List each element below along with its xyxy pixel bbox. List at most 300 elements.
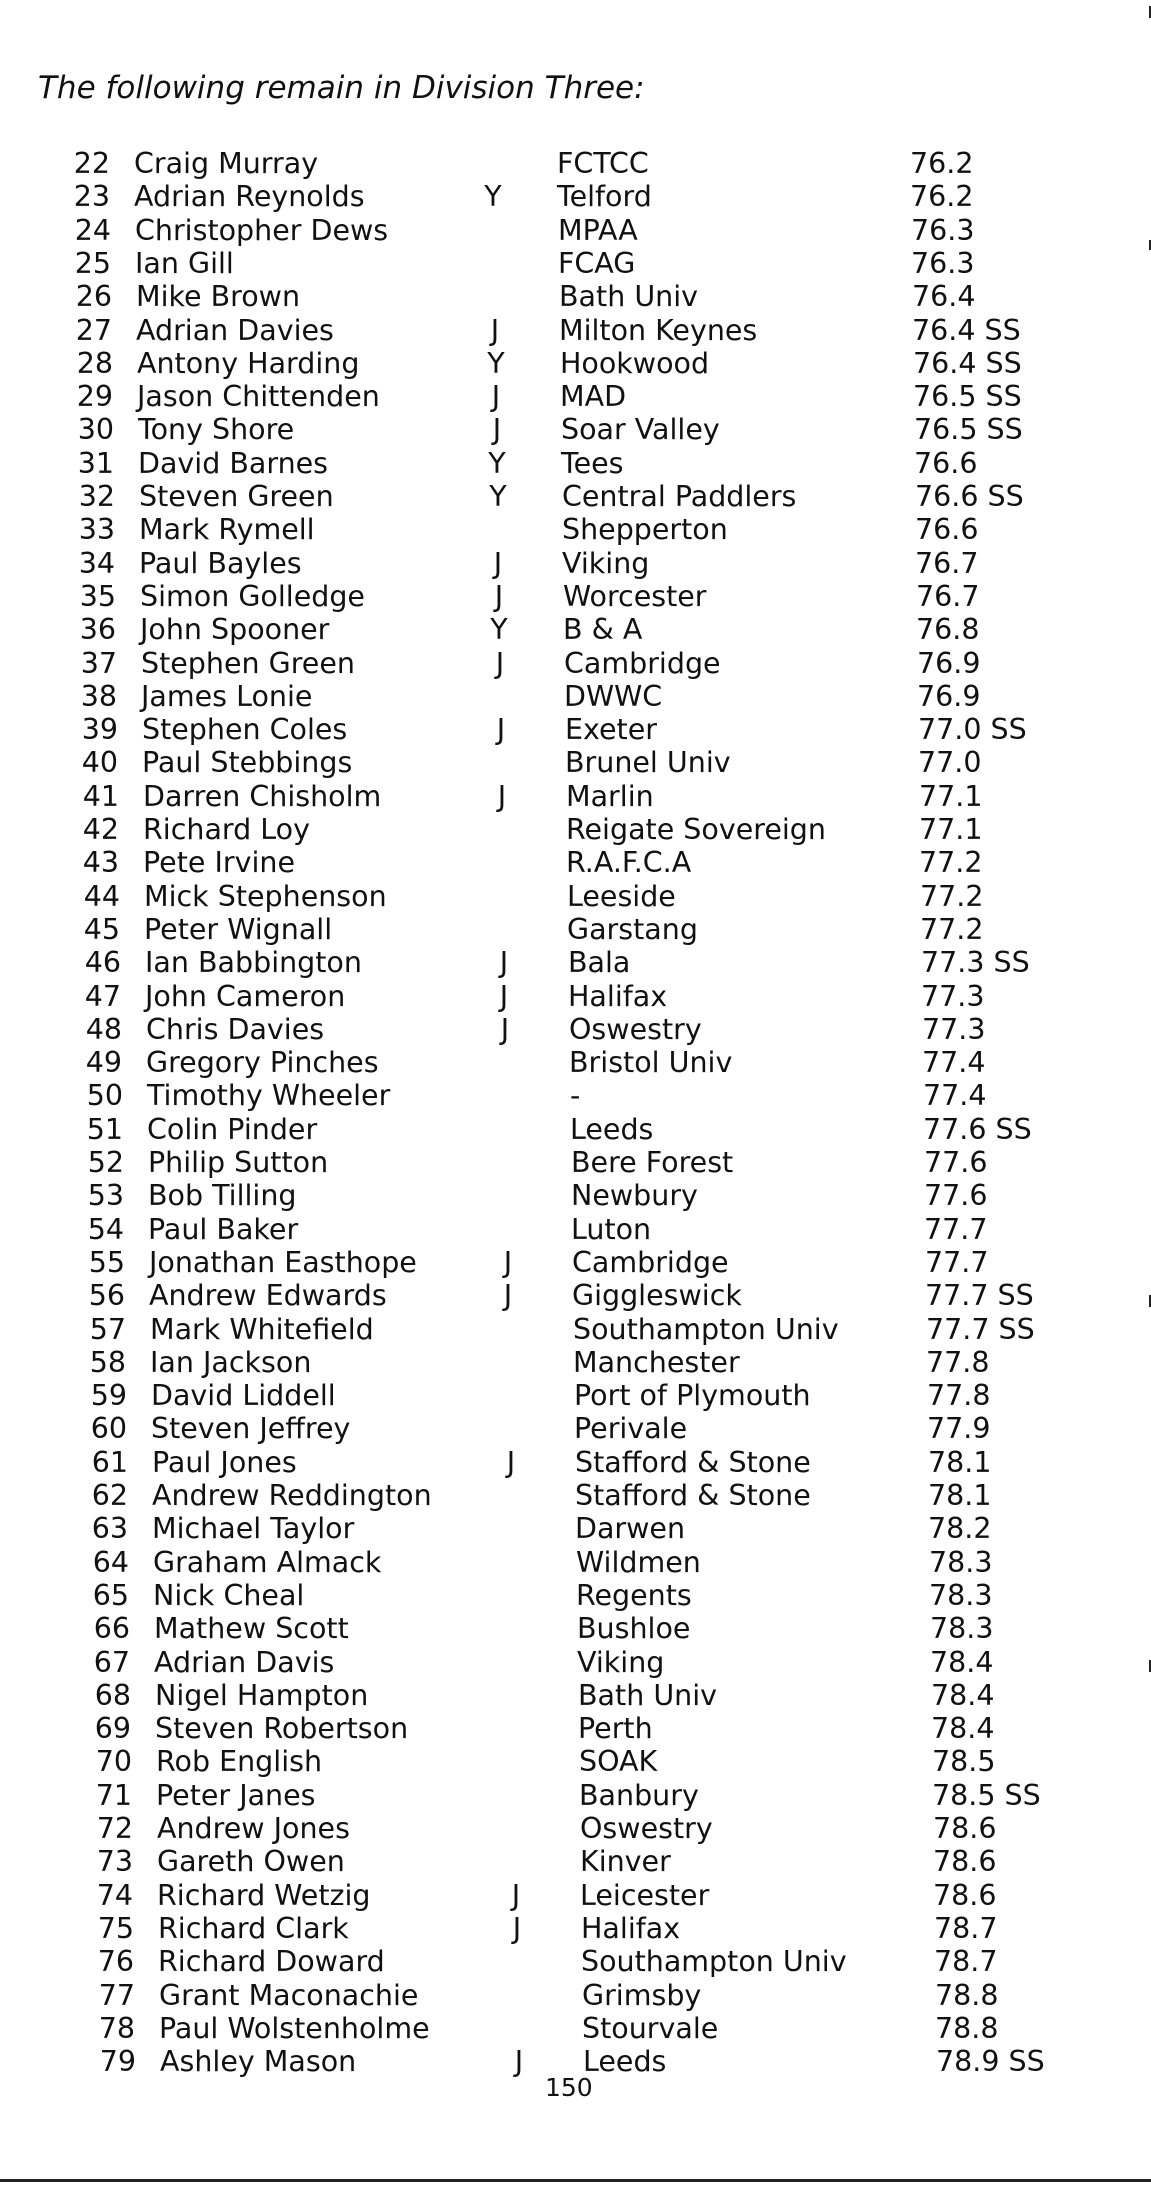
result-time: 76.4 SS [912, 313, 1021, 347]
athlete-name: Graham Almack [153, 1545, 382, 1579]
athlete-name: Richard Loy [143, 813, 310, 846]
result-row [0, 1712, 1151, 1745]
result-time: 78.7 [934, 1945, 998, 1979]
result-row [0, 1146, 1151, 1179]
result-position: 33 [78, 513, 115, 547]
result-time: 76.4 SS [913, 346, 1022, 380]
result-position: 79 [99, 2045, 136, 2079]
category-flag: J [495, 646, 505, 680]
athlete-name: Darren Chisholm [143, 779, 382, 813]
result-position: 34 [78, 546, 115, 580]
athlete-name: Nick Cheal [153, 1578, 305, 1612]
result-position: 69 [94, 1712, 131, 1746]
result-row [0, 1113, 1151, 1146]
result-position: 27 [75, 313, 112, 347]
athlete-name: Paul Stebbings [142, 746, 353, 780]
athlete-name: John Spooner [140, 613, 330, 647]
result-position: 74 [96, 1878, 133, 1912]
result-position: 43 [82, 846, 119, 880]
result-position: 63 [91, 1512, 128, 1546]
athlete-name: Philip Sutton [148, 1146, 329, 1179]
result-time: 78.4 [930, 1645, 994, 1679]
result-time: 78.5 [932, 1745, 996, 1779]
result-position: 35 [79, 579, 116, 613]
result-position: 56 [88, 1279, 125, 1313]
result-position: 45 [83, 912, 120, 946]
category-flag: J [493, 546, 503, 580]
club-name: Bala [568, 946, 631, 980]
category-flag: Y [490, 613, 508, 647]
result-time: 77.3 [922, 1012, 986, 1046]
result-row [0, 1046, 1151, 1079]
result-time: 78.1 [928, 1445, 992, 1479]
club-name: B & A [563, 613, 643, 647]
athlete-name: Paul Jones [152, 1445, 297, 1479]
result-position: 38 [80, 679, 117, 713]
result-row [0, 913, 1151, 946]
club-name: Newbury [571, 1179, 698, 1213]
result-time: 76.9 [917, 679, 981, 713]
result-position: 32 [78, 480, 115, 513]
result-position: 37 [80, 646, 117, 680]
category-flag: J [497, 779, 507, 813]
result-position: 67 [93, 1645, 130, 1679]
athlete-name: Stephen Coles [142, 713, 348, 747]
result-position: 71 [95, 1778, 132, 1812]
athlete-name: Rob English [156, 1745, 323, 1779]
result-row [0, 746, 1151, 779]
category-flag: J [499, 946, 509, 980]
athlete-name: Ashley Mason [160, 2045, 357, 2079]
result-time: 76.5 SS [913, 380, 1022, 414]
result-position: 26 [75, 280, 112, 314]
category-flag: J [511, 1878, 521, 1912]
result-row [0, 780, 1151, 813]
category-flag: J [490, 313, 500, 347]
result-row [0, 1179, 1151, 1212]
result-position: 40 [81, 746, 118, 780]
result-time: 77.4 [922, 1046, 986, 1080]
result-row [0, 1313, 1151, 1346]
result-time: 76.2 [910, 147, 974, 180]
result-time: 76.9 [917, 646, 981, 680]
result-time: 77.6 [924, 1146, 988, 1179]
club-name: Viking [577, 1645, 665, 1679]
result-time: 77.2 [920, 912, 984, 946]
result-time: 78.6 [933, 1845, 997, 1879]
result-row [0, 846, 1151, 879]
club-name: Stourvale [582, 2011, 719, 2045]
result-row [0, 1213, 1151, 1246]
club-name: FCAG [558, 246, 636, 280]
result-time: 77.0 SS [918, 713, 1027, 747]
club-name: Soar Valley [561, 413, 720, 447]
result-time: 76.6 SS [915, 480, 1024, 513]
result-time: 78.1 [928, 1479, 992, 1512]
result-row [0, 1446, 1151, 1479]
athlete-name: Jason Chittenden [137, 380, 380, 414]
club-name: Milton Keynes [559, 313, 758, 347]
result-time: 77.2 [920, 879, 984, 913]
result-position: 29 [76, 380, 113, 414]
result-row [0, 247, 1151, 280]
page-heading: The following remain in Division Three: [38, 70, 645, 106]
club-name: Shepperton [562, 513, 728, 547]
result-position: 42 [82, 813, 119, 846]
scan-bottom-edge [0, 2179, 1151, 2182]
result-time: 77.2 [919, 846, 983, 880]
club-name: Telford [557, 180, 652, 214]
category-flag: J [514, 2045, 524, 2079]
athlete-name: Simon Golledge [140, 579, 365, 613]
result-row [0, 647, 1151, 680]
club-name: Southampton Univ [573, 1312, 839, 1346]
result-row [0, 513, 1151, 546]
result-row [0, 1679, 1151, 1712]
result-time: 78.3 [929, 1545, 993, 1579]
result-row [0, 1845, 1151, 1878]
athlete-name: Ian Jackson [150, 1345, 312, 1379]
athlete-name: Chris Davies [146, 1012, 325, 1046]
athlete-name: Steven Green [139, 480, 334, 513]
athlete-name: Antony Harding [137, 346, 360, 380]
result-time: 78.2 [928, 1512, 992, 1546]
result-position: 73 [96, 1845, 133, 1879]
result-position: 46 [84, 946, 121, 980]
club-name: - [570, 1079, 581, 1113]
result-row [0, 680, 1151, 713]
club-name: MAD [560, 380, 627, 414]
category-flag: J [492, 413, 502, 447]
athlete-name: Ian Babbington [145, 946, 362, 980]
club-name: Giggleswick [572, 1279, 742, 1313]
result-row [0, 946, 1151, 979]
result-time: 77.6 [924, 1179, 988, 1213]
athlete-name: Colin Pinder [147, 1112, 318, 1146]
result-position: 55 [88, 1245, 125, 1279]
result-time: 77.1 [919, 779, 983, 813]
athlete-name: Pete Irvine [143, 846, 295, 880]
result-time: 77.8 [926, 1345, 990, 1379]
result-row [0, 380, 1151, 413]
athlete-name: Peter Wignall [144, 912, 333, 946]
result-time: 78.6 [933, 1878, 997, 1912]
result-position: 51 [86, 1112, 123, 1146]
athlete-name: Paul Bayles [139, 546, 302, 580]
result-position: 24 [74, 213, 111, 247]
club-name: Leeds [570, 1112, 654, 1146]
athlete-name: Mathew Scott [154, 1612, 349, 1646]
result-position: 41 [82, 779, 119, 813]
result-position: 62 [91, 1479, 128, 1512]
club-name: Luton [571, 1212, 652, 1246]
club-name: Bath Univ [559, 280, 699, 314]
club-name: Halifax [568, 979, 668, 1013]
result-position: 68 [94, 1678, 131, 1712]
result-position: 28 [76, 346, 113, 380]
result-time: 77.4 [923, 1079, 987, 1113]
result-row [0, 1879, 1151, 1912]
athlete-name: Peter Janes [156, 1778, 316, 1812]
result-row [0, 1979, 1151, 2012]
category-flag: J [500, 1012, 510, 1046]
result-time: 76.2 [910, 180, 974, 214]
club-name: MPAA [558, 213, 638, 247]
athlete-name: Andrew Jones [157, 1812, 350, 1845]
club-name: Worcester [563, 579, 707, 613]
result-time: 76.4 [912, 280, 976, 314]
athlete-name: David Barnes [138, 446, 329, 480]
athlete-name: Steven Jeffrey [151, 1412, 351, 1446]
athlete-name: Adrian Davies [136, 313, 334, 347]
result-time: 78.6 [933, 1812, 997, 1845]
result-time: 77.6 SS [923, 1112, 1032, 1146]
club-name: Regents [576, 1578, 692, 1612]
result-time: 76.5 SS [914, 413, 1023, 447]
club-name: R.A.F.C.A [566, 846, 692, 880]
athlete-name: Stephen Green [141, 646, 355, 680]
result-row [0, 713, 1151, 746]
athlete-name: Adrian Davis [154, 1645, 335, 1679]
athlete-name: David Liddell [151, 1379, 336, 1413]
result-row [0, 1912, 1151, 1945]
athlete-name: Mark Whitefield [150, 1312, 374, 1346]
result-position: 39 [81, 713, 118, 747]
category-flag: J [499, 979, 509, 1013]
club-name: Garstang [567, 912, 698, 946]
result-position: 47 [84, 979, 121, 1013]
result-time: 77.3 SS [921, 946, 1030, 980]
page-number: 150 [545, 2073, 593, 2102]
result-time: 77.7 SS [926, 1312, 1035, 1346]
result-time: 78.8 [935, 2011, 999, 2045]
category-flag: Y [487, 346, 505, 380]
result-row [0, 813, 1151, 846]
athlete-name: Mark Rymell [139, 513, 315, 547]
athlete-name: Nigel Hampton [155, 1678, 369, 1712]
category-flag: J [491, 380, 501, 414]
result-position: 59 [90, 1379, 127, 1413]
club-name: Brunel Univ [565, 746, 731, 780]
result-row [0, 1812, 1151, 1845]
result-position: 78 [98, 2011, 135, 2045]
result-position: 49 [85, 1046, 122, 1080]
club-name: Manchester [573, 1345, 740, 1379]
result-row [0, 314, 1151, 347]
result-row [0, 214, 1151, 247]
result-row [0, 1546, 1151, 1579]
result-position: 60 [90, 1412, 127, 1446]
club-name: Wildmen [576, 1545, 701, 1579]
result-position: 57 [89, 1312, 126, 1346]
category-flag: Y [489, 480, 507, 513]
result-time: 77.9 [927, 1412, 991, 1446]
result-time: 77.8 [927, 1379, 991, 1413]
club-name: Leeside [567, 879, 676, 913]
result-position: 48 [85, 1012, 122, 1046]
result-position: 31 [77, 446, 114, 480]
club-name: Reigate Sovereign [566, 813, 826, 846]
category-flag: J [512, 1911, 522, 1945]
result-row [0, 1346, 1151, 1379]
club-name: Leicester [580, 1878, 710, 1912]
result-row [0, 447, 1151, 480]
result-row [0, 613, 1151, 646]
result-position: 30 [77, 413, 114, 447]
athlete-name: Tony Shore [138, 413, 295, 447]
athlete-name: Gareth Owen [157, 1845, 345, 1879]
result-time: 77.7 [924, 1212, 988, 1246]
club-name: SOAK [579, 1745, 658, 1779]
result-time: 78.3 [930, 1612, 994, 1646]
result-row [0, 413, 1151, 446]
athlete-name: Bob Tilling [148, 1179, 297, 1213]
athlete-name: Ian Gill [135, 246, 234, 280]
result-row [0, 1646, 1151, 1679]
result-time: 76.6 [914, 446, 978, 480]
club-name: Darwen [575, 1512, 686, 1546]
club-name: Halifax [581, 1911, 681, 1945]
club-name: Stafford & Stone [575, 1445, 811, 1479]
result-position: 64 [92, 1545, 129, 1579]
result-row [0, 980, 1151, 1013]
result-row [0, 480, 1151, 513]
result-time: 77.7 [925, 1245, 989, 1279]
club-name: Viking [562, 546, 650, 580]
result-position: 75 [97, 1911, 134, 1945]
result-row [0, 547, 1151, 580]
result-row [0, 1745, 1151, 1778]
athlete-name: Adrian Reynolds [134, 180, 365, 214]
athlete-name: James Lonie [141, 679, 313, 713]
result-row [0, 1279, 1151, 1312]
result-time: 77.1 [919, 813, 983, 846]
result-time: 76.7 [915, 546, 979, 580]
result-time: 76.6 [915, 513, 979, 547]
club-name: Bath Univ [578, 1678, 718, 1712]
result-time: 78.4 [931, 1678, 995, 1712]
club-name: FCTCC [557, 147, 649, 180]
result-time: 76.7 [916, 579, 980, 613]
result-time: 76.8 [916, 613, 980, 647]
athlete-name: Andrew Edwards [149, 1279, 387, 1313]
club-name: Leeds [583, 2045, 667, 2079]
athlete-name: Steven Robertson [155, 1712, 409, 1746]
result-position: 53 [87, 1179, 124, 1213]
category-flag: J [496, 713, 506, 747]
club-name: Banbury [579, 1778, 699, 1812]
result-position: 66 [93, 1612, 130, 1646]
result-time: 78.7 [934, 1911, 998, 1945]
result-row [0, 347, 1151, 380]
club-name: Bere Forest [571, 1146, 734, 1179]
club-name: Cambridge [572, 1245, 729, 1279]
club-name: Hookwood [560, 346, 710, 380]
result-row [0, 280, 1151, 313]
result-row [0, 2012, 1151, 2045]
athlete-name: Grant Maconachie [159, 1978, 419, 2012]
result-row [0, 1612, 1151, 1645]
result-time: 78.5 SS [932, 1778, 1041, 1812]
result-position: 23 [73, 180, 110, 214]
result-row [0, 1379, 1151, 1412]
result-time: 78.4 [931, 1712, 995, 1746]
result-row [0, 1579, 1151, 1612]
category-flag: Y [484, 180, 502, 214]
result-time: 78.3 [929, 1578, 993, 1612]
club-name: Marlin [566, 779, 654, 813]
result-time: 76.3 [911, 246, 975, 280]
result-position: 61 [91, 1445, 128, 1479]
result-time: 78.9 SS [936, 2045, 1045, 2079]
result-position: 54 [87, 1212, 124, 1246]
club-name: Bushloe [577, 1612, 691, 1646]
result-position: 22 [73, 147, 110, 180]
result-position: 25 [74, 246, 111, 280]
athlete-name: Craig Murray [134, 147, 319, 180]
athlete-name: Jonathan Easthope [149, 1245, 417, 1279]
athlete-name: Mick Stephenson [144, 879, 387, 913]
result-position: 65 [92, 1578, 129, 1612]
club-name: Perivale [574, 1412, 688, 1446]
result-row [0, 147, 1151, 180]
club-name: Oswestry [580, 1812, 713, 1845]
club-name: Port of Plymouth [574, 1379, 811, 1413]
result-row [0, 1246, 1151, 1279]
result-position: 58 [89, 1345, 126, 1379]
result-row [0, 1079, 1151, 1112]
result-time: 77.0 [918, 746, 982, 780]
result-row [0, 180, 1151, 213]
result-row [0, 1779, 1151, 1812]
result-position: 36 [79, 613, 116, 647]
result-position: 44 [83, 879, 120, 913]
category-flag: Y [488, 446, 506, 480]
athlete-name: Paul Baker [148, 1212, 299, 1246]
athlete-name: Mike Brown [136, 280, 301, 314]
athlete-name: Richard Doward [158, 1945, 385, 1979]
result-position: 76 [97, 1945, 134, 1979]
athlete-name: Michael Taylor [152, 1512, 355, 1546]
category-flag: J [506, 1445, 516, 1479]
result-row [0, 880, 1151, 913]
athlete-name: Andrew Reddington [152, 1479, 432, 1512]
club-name: Tees [561, 446, 624, 480]
result-position: 50 [86, 1079, 123, 1113]
club-name: DWWC [564, 679, 663, 713]
club-name: Bristol Univ [569, 1046, 733, 1080]
club-name: Cambridge [564, 646, 721, 680]
result-position: 72 [96, 1812, 133, 1845]
club-name: Southampton Univ [581, 1945, 847, 1979]
category-flag: J [494, 579, 504, 613]
result-row [0, 1479, 1151, 1512]
club-name: Exeter [565, 713, 657, 747]
club-name: Kinver [580, 1845, 671, 1879]
club-name: Perth [578, 1712, 653, 1746]
result-time: 77.3 [921, 979, 985, 1013]
result-row [0, 1013, 1151, 1046]
category-flag: J [503, 1279, 513, 1313]
club-name: Central Paddlers [562, 480, 797, 513]
result-position: 52 [87, 1146, 124, 1179]
athlete-name: John Cameron [145, 979, 346, 1013]
result-time: 77.7 SS [925, 1279, 1034, 1313]
result-position: 77 [98, 1978, 135, 2012]
athlete-name: Richard Clark [158, 1911, 349, 1945]
club-name: Oswestry [569, 1012, 702, 1046]
athlete-name: Gregory Pinches [146, 1046, 379, 1080]
